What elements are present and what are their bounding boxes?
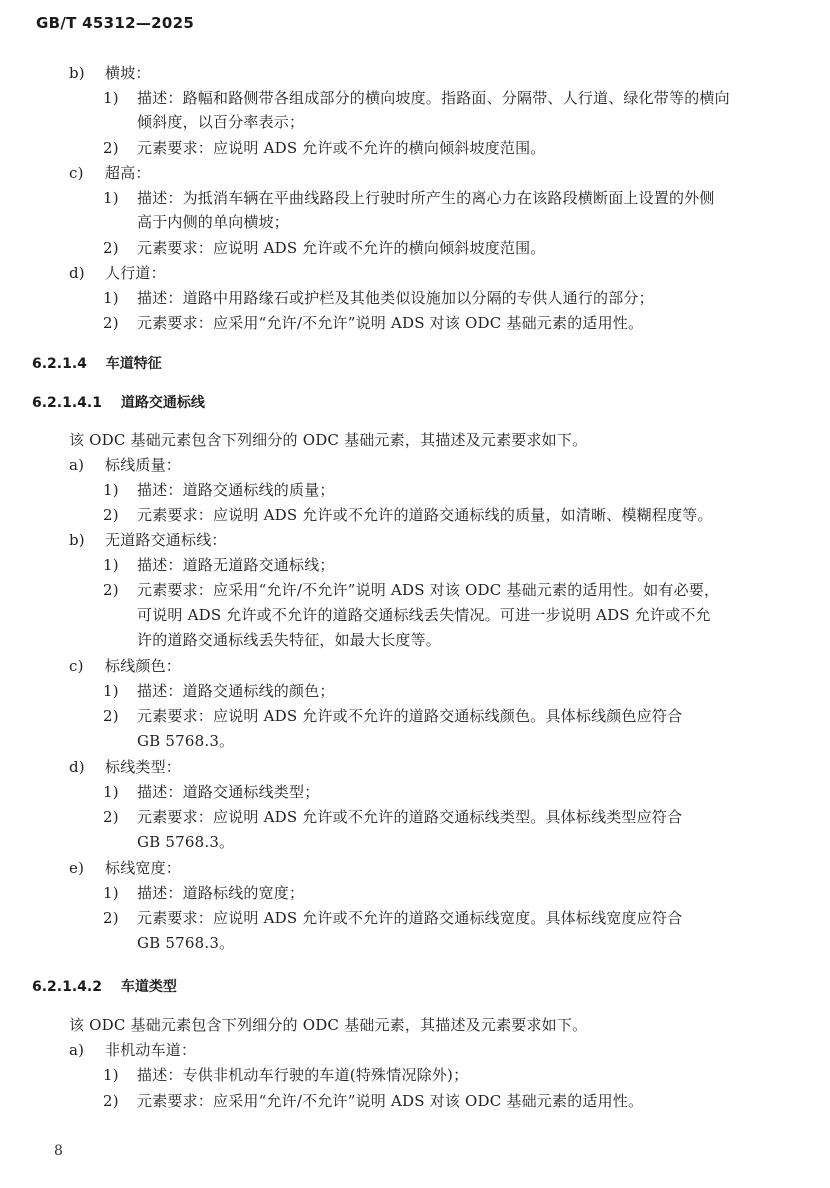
list-item-text: 标线质量： [105, 456, 182, 474]
list-marker: a) [69, 456, 85, 474]
list-item-text: 横坡： [105, 64, 151, 82]
sub-marker: 2) [103, 1092, 119, 1110]
sub-item-text: 元素要求：应说明 ADS 允许或不允许的道路交通标线颜色。具体标线颜色应符合 [137, 707, 683, 725]
sub-marker: 2) [103, 581, 119, 599]
continuation-line: GB 5768.3。 [137, 833, 235, 851]
sub-marker: 1) [103, 682, 119, 700]
list-item-text: 超高： [105, 164, 151, 182]
list-marker: a) [69, 1041, 85, 1059]
sub-marker: 1) [103, 189, 119, 207]
continuation-line: 倾斜度，以百分率表示； [137, 113, 305, 131]
sub-item-text: 元素要求：应说明 ADS 允许或不允许的横向倾斜坡度范围。 [137, 239, 546, 257]
list-item-text: 无道路交通标线： [105, 531, 227, 549]
continuation-line: 许的道路交通标线丢失特征，如最大长度等。 [137, 631, 442, 649]
sub-item-text: 描述：路幅和路侧带各组成部分的横向坡度。指路面、分隔带、人行道、绿化带等的横向 [137, 89, 730, 107]
sub-item-text: 元素要求：应采用“允许/不允许”说明 ADS 对该 ODC 基础元素的适用性。 [137, 1092, 644, 1110]
sub-marker: 1) [103, 89, 119, 107]
list-marker: d) [69, 758, 85, 776]
section-heading [32, 392, 205, 412]
sub-item-text: 元素要求：应说明 ADS 允许或不允许的道路交通标线宽度。具体标线宽度应符合 [137, 909, 683, 927]
sub-item-text: 描述：道路无道路交通标线； [137, 556, 335, 574]
sub-item-text: 元素要求：应说明 ADS 允许或不允许的横向倾斜坡度范围。 [137, 139, 546, 157]
sub-marker: 2) [103, 239, 119, 257]
section-title: 道路交通标线 [120, 395, 205, 411]
paragraph: 该 ODC 基础元素包含下列细分的 ODC 基础元素，其描述及元素要求如下。 [69, 1016, 588, 1034]
sub-marker: 1) [103, 1066, 119, 1084]
sub-marker: 2) [103, 808, 119, 826]
sub-marker: 1) [103, 556, 119, 574]
section-title: 车道类型 [120, 979, 177, 995]
list-marker: c) [69, 164, 84, 182]
document-code: GB/T 45312—2025 [36, 14, 195, 32]
sub-item-text: 描述：道路交通标线类型； [137, 783, 320, 801]
sub-item-text: 描述：道路交通标线的质量； [137, 481, 335, 499]
list-marker: b) [69, 64, 85, 82]
list-marker: c) [69, 657, 84, 675]
section-number: 6.2.1.4.1 [32, 395, 102, 411]
section-title: 车道特征 [105, 356, 162, 372]
sub-marker: 2) [103, 506, 119, 524]
sub-marker: 2) [103, 139, 119, 157]
section-number: 6.2.1.4.2 [32, 979, 102, 995]
list-item-text: 非机动车道： [105, 1041, 197, 1059]
continuation-line: GB 5768.3。 [137, 732, 235, 750]
list-item-text: 标线类型： [105, 758, 182, 776]
sub-item-text: 元素要求：应采用“允许/不允许”说明 ADS 对该 ODC 基础元素的适用性。如有必要， [137, 581, 720, 599]
section-heading [32, 976, 177, 996]
list-item-text: 人行道： [105, 264, 166, 282]
sub-marker: 1) [103, 289, 119, 307]
sub-item-text: 元素要求：应说明 ADS 允许或不允许的道路交通标线类型。具体标线类型应符合 [137, 808, 683, 826]
sub-item-text: 描述：道路标线的宽度； [137, 884, 305, 902]
list-marker: d) [69, 264, 85, 282]
section-number: 6.2.1.4 [32, 356, 87, 372]
list-item-text: 标线宽度： [105, 859, 182, 877]
page-number: 8 [54, 1143, 63, 1159]
list-item-text: 标线颜色： [105, 657, 182, 675]
continuation-line: 可说明 ADS 允许或不允许的道路交通标线丢失情况。可进一步说明 ADS 允许或不允 [137, 606, 711, 624]
sub-item-text: 描述：道路中用路缘石或护栏及其他类似设施加以分隔的专供人通行的部分； [137, 289, 654, 307]
paragraph: 该 ODC 基础元素包含下列细分的 ODC 基础元素，其描述及元素要求如下。 [69, 431, 588, 449]
sub-item-text: 元素要求：应采用“允许/不允许”说明 ADS 对该 ODC 基础元素的适用性。 [137, 314, 644, 332]
sub-marker: 2) [103, 314, 119, 332]
sub-item-text: 元素要求：应说明 ADS 允许或不允许的道路交通标线的质量，如清晰、模糊程度等。 [137, 506, 713, 524]
sub-item-text: 描述：道路交通标线的颜色； [137, 682, 335, 700]
list-marker: e) [69, 859, 85, 877]
sub-marker: 1) [103, 481, 119, 499]
section-heading [32, 353, 162, 373]
sub-marker: 2) [103, 909, 119, 927]
sub-marker: 2) [103, 707, 119, 725]
continuation-line: 高于内侧的单向横坡； [137, 213, 290, 231]
continuation-line: GB 5768.3。 [137, 934, 235, 952]
sub-marker: 1) [103, 884, 119, 902]
sub-marker: 1) [103, 783, 119, 801]
sub-item-text: 描述：为抵消车辆在平曲线路段上行驶时所产生的离心力在该路段横断面上设置的外侧 [137, 189, 715, 207]
list-marker: b) [69, 531, 85, 549]
sub-item-text: 描述：专供非机动车行驶的车道(特殊情况除外)； [137, 1066, 469, 1084]
